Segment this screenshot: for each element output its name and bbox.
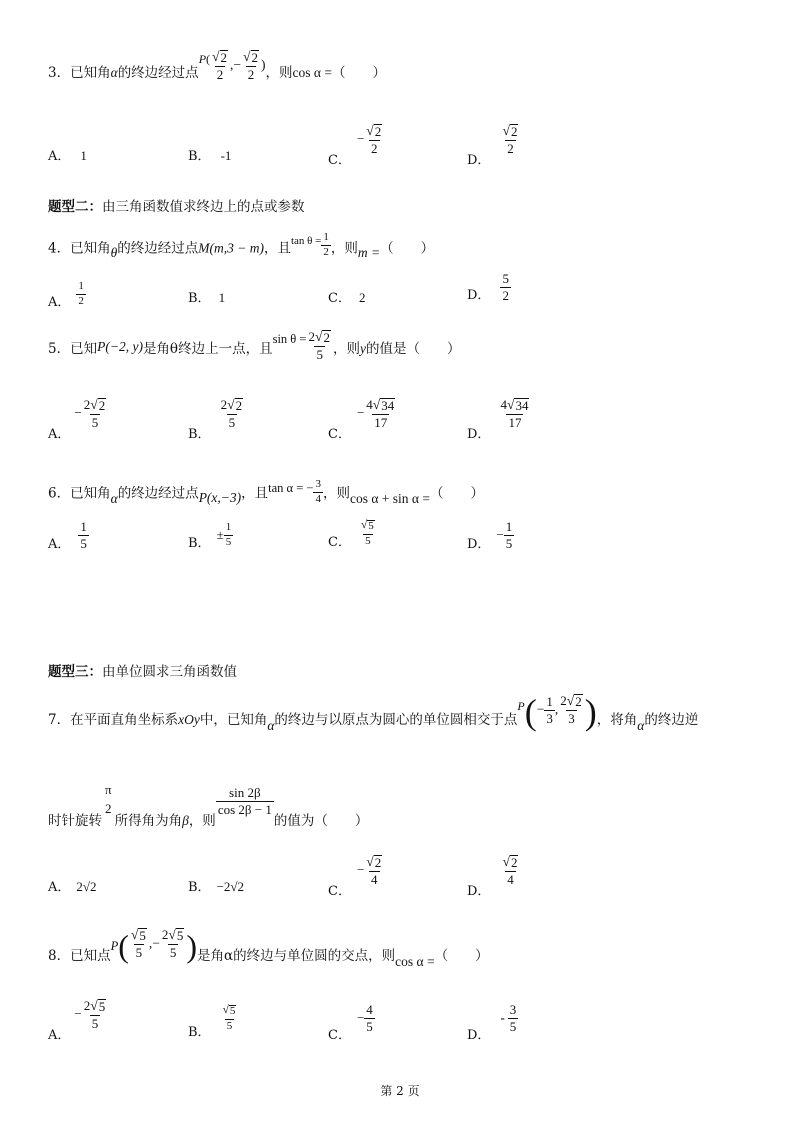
q7-main-frac [216,786,274,816]
q8-option-d[interactable] [467,1002,518,1043]
option-label: C． [328,427,351,443]
q8-coord2: 2 √ 5 5 [161,927,184,960]
q4-theta: θ [110,244,118,260]
option-value: 1 [218,290,226,305]
q6-option-b[interactable] [188,521,233,551]
q4-tan-den: 2 [323,245,329,258]
q7-alpha: α [267,717,275,733]
q6-then: ，则 [322,485,350,502]
option-fraction: √ 2 2 [366,123,382,156]
option-den: 17 [374,414,388,430]
q3-coord2-den: 2 [247,66,255,82]
question-4 [48,231,435,262]
q7-c2-rad: 2 [575,694,582,710]
q4-mid: 的终边经过点 [117,240,199,257]
q3-expr: cos α = [292,65,332,81]
section-3-heading [48,660,237,680]
option-label: D． [467,536,491,552]
q7-tail1: 的终边逆 [644,711,699,728]
q7-alpha-2: α [637,717,645,733]
q3-coord1: √ 2 2 [212,49,228,82]
q4-m: m = [357,244,381,260]
q7-mid3: ，将角 [596,711,638,728]
q7-c1-den: 3 [546,710,553,726]
option-value: 2√2 [76,879,97,894]
q6-blank: （ ） [429,485,484,502]
section-3-desc: 由单位圆求三角函数值 [102,664,237,680]
option-rad: 2 [98,398,106,413]
q5-option-c[interactable] [328,397,397,443]
q3-sep: , [230,57,234,73]
q8-rparen: ) [186,928,198,964]
q8-sep: , [148,935,153,951]
q7-point-p: P [517,698,525,713]
option-label: D． [467,427,491,443]
q3-coord1-num: 2 [220,50,228,65]
q4-option-d[interactable] [467,272,511,302]
option-fraction [364,1003,375,1033]
option-den: 5 [226,1019,233,1032]
option-coef: 4 [366,397,373,412]
section-3-title: 题型三： [48,664,102,680]
option-label: C． [328,291,351,306]
q8-option-a[interactable] [48,998,108,1044]
q5-tail: 的值是（ ） [365,341,461,358]
option-rad: 34 [515,398,529,413]
q3-option-c[interactable] [328,123,384,169]
q5-option-b[interactable] [188,397,245,443]
option-fraction: 2 √ 2 5 [220,397,243,430]
option-den: 5 [228,414,236,430]
option-sign: − [74,405,82,421]
q8-c2-sign: − [152,935,160,951]
q7-line2-a: 时针旋转 [48,812,102,829]
q4-option-a[interactable] [48,280,86,310]
q7-sep: , [554,701,559,717]
option-num: 1 [80,519,87,534]
option-rad: 34 [381,398,395,413]
option-sign: - [500,1009,505,1025]
q3-stem: 3．已知角 [48,65,111,82]
option-den: 2 [507,140,514,156]
q6-tan-frac [313,479,323,505]
q3-coord1-den: 2 [216,66,224,82]
q6-tan-num: 3 [315,478,321,490]
q4-tan-frac [321,232,331,258]
q8-option-b[interactable] [188,1004,238,1041]
q7-pi: π [105,782,112,797]
option-label: B． [188,427,211,443]
q7-xoy: xOy [178,711,200,727]
option-sign: − [74,1006,82,1022]
q6-tan: tan α = − [268,480,314,495]
option-num: 1 [505,519,513,534]
page-footer [0,1082,800,1099]
option-fraction: 2 √ 5 5 [83,998,106,1031]
q5-sin-frac: 2 √ 2 5 [308,329,330,362]
q7-coord1 [544,695,555,725]
q3-mid: 的终边经过点 [117,65,199,82]
option-value: −2√2 [216,879,245,894]
option-num: 3 [509,1002,517,1017]
option-fraction [76,281,86,307]
option-den: 5 [505,535,513,551]
q7-option-c[interactable] [328,854,384,900]
option-label: C． [328,1027,351,1043]
option-coef: 2 [83,397,91,412]
q7-c2-coef: 2 [560,693,567,709]
option-num: 5 [368,520,374,532]
q6-point: P(x,−3) [198,489,242,505]
q8-expr: cos α = [395,953,435,969]
option-label: B． [188,149,211,164]
q3-point-p: P [198,52,207,67]
q4-option-b[interactable] [188,287,225,306]
q7-mid1: 中，已知角 [199,711,268,728]
option-num: 1 [225,521,232,533]
q4-then: ，则 [330,240,358,257]
option-label: A． [48,149,71,164]
option-label: A． [48,1028,71,1044]
q5-sin-den: 5 [316,346,323,362]
q7-option-b[interactable] [188,876,244,895]
q5-point: P(−2, y) [97,339,143,355]
q8-c2-rad: 5 [176,928,184,944]
option-fraction: 4 √ 34 17 [366,397,395,430]
q7-rparen: ) [584,692,597,732]
option-fraction: √ 2 2 [502,123,518,156]
q3-coord2-num: 2 [251,50,259,65]
q7-lparen: ( [524,692,537,732]
q3-lparen: ( [206,52,211,67]
option-label: C． [328,153,351,169]
section-2-title: 题型二： [48,199,102,215]
q7-coord2: 2 √ 2 3 [560,693,582,726]
option-label: A． [48,536,71,552]
option-num: 4 [366,1002,373,1017]
q5-stem: 5．已知 [48,341,98,358]
option-label: B． [188,291,211,306]
q7-option-d[interactable] [467,854,520,900]
option-den: 2 [371,140,378,156]
q8-mid: 是角α的终边与单位圆的交点，则 [197,947,396,964]
q8-option-c[interactable] [328,1002,375,1043]
option-label: D． [467,287,491,303]
section-2-desc: 由三角函数值求终边上的点或参数 [102,199,305,215]
option-fraction [78,520,89,550]
q7-c2-den: 3 [568,711,575,726]
section-2-heading [48,195,305,215]
option-fraction [224,522,234,548]
question-7-line-1 [48,692,699,733]
option-label: B． [188,1025,211,1041]
q7-beta: β [182,812,189,828]
option-value: 1 [80,148,87,163]
q8-c1-den: 5 [135,945,143,960]
option-fraction: √ 2 4 [366,854,382,887]
q4-point: M(m,3 − m) [198,240,264,256]
q5-mid: 是角θ终边上一点，且 [142,341,273,358]
option-den: 17 [508,414,522,430]
option-label: A． [48,294,71,310]
q6-option-c[interactable] [328,519,377,551]
option-fraction: 2 √ 2 5 [83,397,106,430]
option-den: 2 [502,287,509,303]
q8-stem: 8．已知点 [48,947,111,964]
option-sign: − [356,1009,365,1025]
q7-mid2: 的终边与以原点为圆心的单位圆相交于点 [274,711,518,728]
q5-option-a[interactable] [48,397,108,443]
q5-sin-coef: 2 [308,329,315,344]
option-label: A． [48,427,71,443]
q7-stem: 7．在平面直角坐标系 [48,711,179,728]
option-num: 5 [229,1005,236,1017]
option-fraction: √ 2 4 [502,854,518,887]
q8-lparen: ( [118,928,129,964]
q3-minus: − [233,57,242,73]
q5-option-d[interactable] [467,397,531,443]
option-fraction [508,1003,519,1033]
question-6 [48,478,484,507]
option-num: 2 [510,855,518,870]
q3-coord2: √ 2 2 [243,49,259,82]
option-fraction: 4 √ 34 17 [500,397,529,430]
option-den: 5 [366,1018,373,1034]
option-den: 4 [507,871,514,887]
option-num: 2 [374,124,382,139]
option-coef: 4 [500,397,507,412]
option-den: 5 [225,535,232,548]
q4-and: ，且 [263,240,291,257]
q8-c1-rad: 5 [139,928,146,944]
option-value: 2 [358,290,366,305]
q7-frac-num: sin 2β [229,785,261,800]
q8-c2-coef: 2 [161,927,169,943]
q6-expr: cos α + sin α = [349,490,430,506]
option-num: 2 [510,124,518,139]
option-label: B． [188,535,211,551]
q5-then: ，则 [332,341,360,358]
q7-frac-den: cos 2β − 1 [217,801,272,817]
q7-line2-b: 所得角为角 [114,812,183,829]
q3-blank: （ ） [331,65,386,82]
option-num: 1 [78,280,84,292]
q4-stem: 4．已知角 [48,240,111,257]
option-sign: − [356,131,365,147]
question-7-line-2 [48,782,369,829]
option-sign: − [356,862,365,878]
question-8 [48,927,489,969]
option-num: 5 [502,271,509,286]
option-fraction: √ 5 5 [222,1004,236,1032]
option-label: C． [328,535,351,551]
q7-option-a[interactable] [48,876,97,895]
option-fraction [504,520,515,550]
q3-rparen: ) [261,57,266,73]
option-label: D． [467,884,491,900]
option-den: 5 [91,1015,99,1031]
q3-option-a[interactable] [48,145,87,164]
q6-tan-den: 4 [315,492,321,505]
q7-c1-sign: − [536,701,545,717]
option-den: 4 [371,871,378,887]
q6-option-d[interactable] [467,520,514,550]
option-label: B． [188,880,211,895]
q7-c1-num: 1 [546,693,553,709]
option-rad: 5 [98,999,106,1014]
q6-alpha: α [110,490,118,506]
option-fraction: √ 5 5 [360,519,374,547]
option-coef: 2 [220,397,228,412]
q4-option-c[interactable] [328,287,365,306]
q8-c2-den: 5 [169,945,177,960]
option-den: 5 [91,414,99,430]
option-sign: ± [216,526,224,542]
question-3 [48,49,386,89]
q6-option-a[interactable] [48,520,89,550]
q3-option-d[interactable] [467,123,520,169]
q7-pi-frac [103,783,114,815]
option-den: 5 [509,1018,517,1034]
q4-tan: tan θ = [290,234,322,247]
option-value: -1 [220,148,232,163]
q6-stem: 6．已知角 [48,485,111,502]
option-rad: 2 [235,398,243,413]
option-num: 2 [374,855,382,870]
q6-and: ，且 [241,485,269,502]
option-den: 5 [365,534,371,547]
q3-option-b[interactable] [188,145,231,164]
q7-pi-den: 2 [105,800,112,816]
page-number: 第 2 页 [380,1084,420,1098]
q3-then: ，则 [265,65,293,82]
q5-sin-rad: 2 [323,330,330,345]
option-label: C． [328,884,351,900]
option-den: 2 [78,294,84,307]
option-sign: − [496,526,504,542]
q7-line2-d: 的值为（ ） [273,812,369,829]
q5-sin: sin θ = [272,332,307,347]
q8-coord1: √ 5 5 [130,927,146,960]
option-sign: − [356,405,365,421]
q7-line2-c: ，则 [188,812,216,829]
q4-blank: （ ） [380,240,435,257]
q8-point-p: P [110,938,119,953]
q8-blank: （ ） [434,947,489,964]
q3-alpha: α [110,65,118,81]
q5-y: y [359,341,366,357]
option-label: D． [467,1027,491,1043]
option-label: D． [467,153,491,169]
q6-mid: 的终边经过点 [117,485,199,502]
question-5 [48,329,461,365]
option-label: A． [48,880,71,895]
option-den: 5 [80,535,87,551]
q4-tan-num: 1 [323,231,329,243]
option-fraction [500,272,511,302]
option-coef: 2 [83,998,91,1013]
